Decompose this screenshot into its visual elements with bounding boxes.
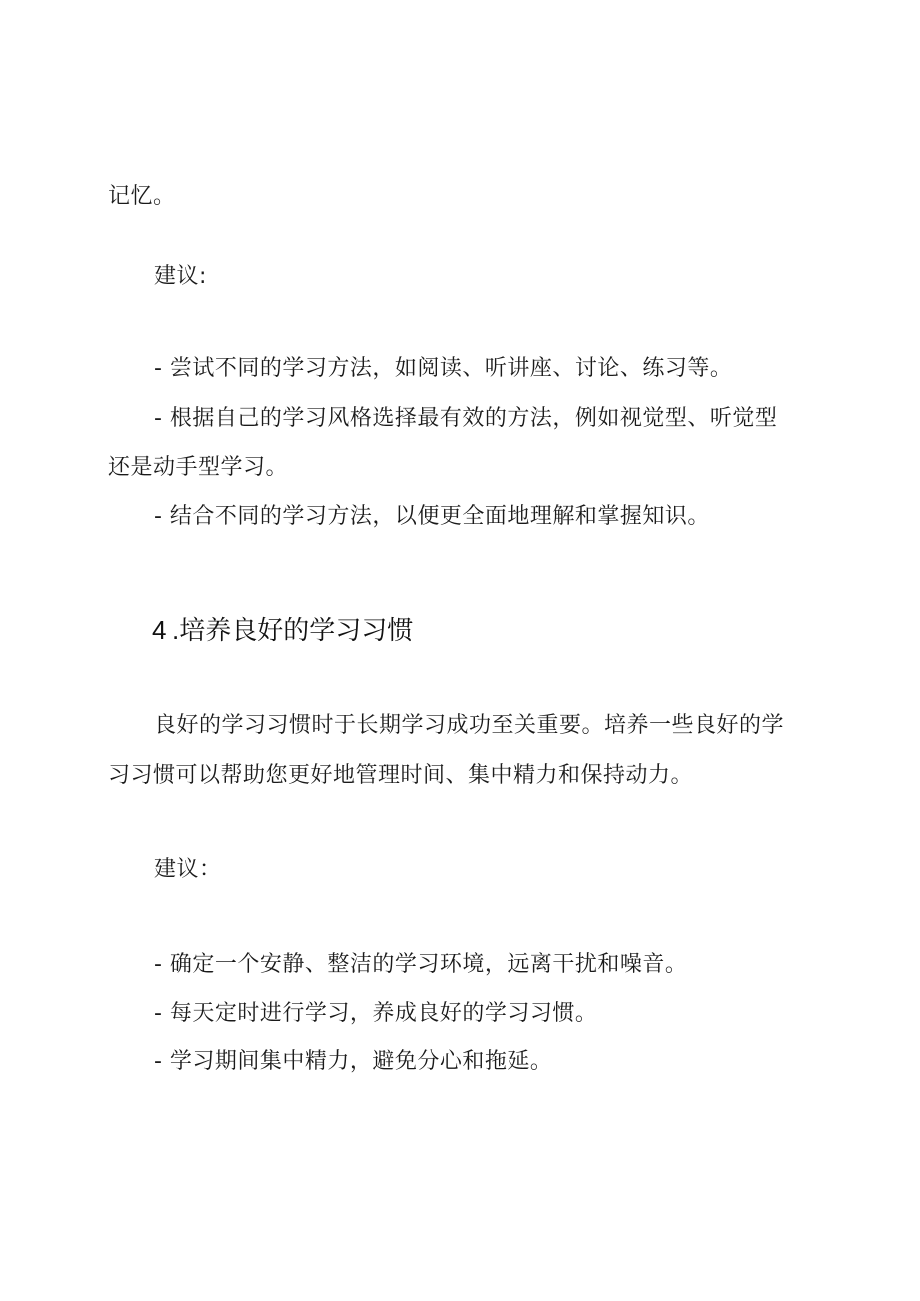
section4-advice-label: 建议： xyxy=(154,857,222,882)
section4-heading xyxy=(152,613,413,647)
section4-list-item: - 每天定时进行学习，养成良好的学习习惯。 xyxy=(154,1001,598,1026)
section3-list-item: - 根据自己的学习风格选择最有效的方法，例如视觉型、听觉型 xyxy=(154,406,778,431)
continuation-text: 记忆。 xyxy=(108,184,176,209)
section4-title: .培养良好的学习习惯 xyxy=(172,615,414,645)
section4-paragraph-line: 良好的学习习惯时于长期学习成功至关重要。培养一些良好的学 xyxy=(154,713,785,738)
section3-list-item: - 尝试不同的学习方法，如阅读、听讲座、讨论、练习等。 xyxy=(154,356,733,381)
section3-list-item-continuation: 还是动手型学习。 xyxy=(108,455,289,480)
section3-advice-label: 建议: xyxy=(154,264,207,289)
section4-paragraph-line: 习习惯可以帮助您更好地管理时间、集中精力和保持动力。 xyxy=(108,763,694,788)
section3-list-item: - 结合不同的学习方法，以便更全面地理解和掌握知识。 xyxy=(154,504,710,529)
section4-list-item: - 学习期间集中精力，避免分心和拖延。 xyxy=(154,1049,553,1074)
section4-number: 4 xyxy=(152,615,167,645)
section4-list-item: - 确定一个安静、整洁的学习环境，远离干扰和噪音。 xyxy=(154,952,688,977)
